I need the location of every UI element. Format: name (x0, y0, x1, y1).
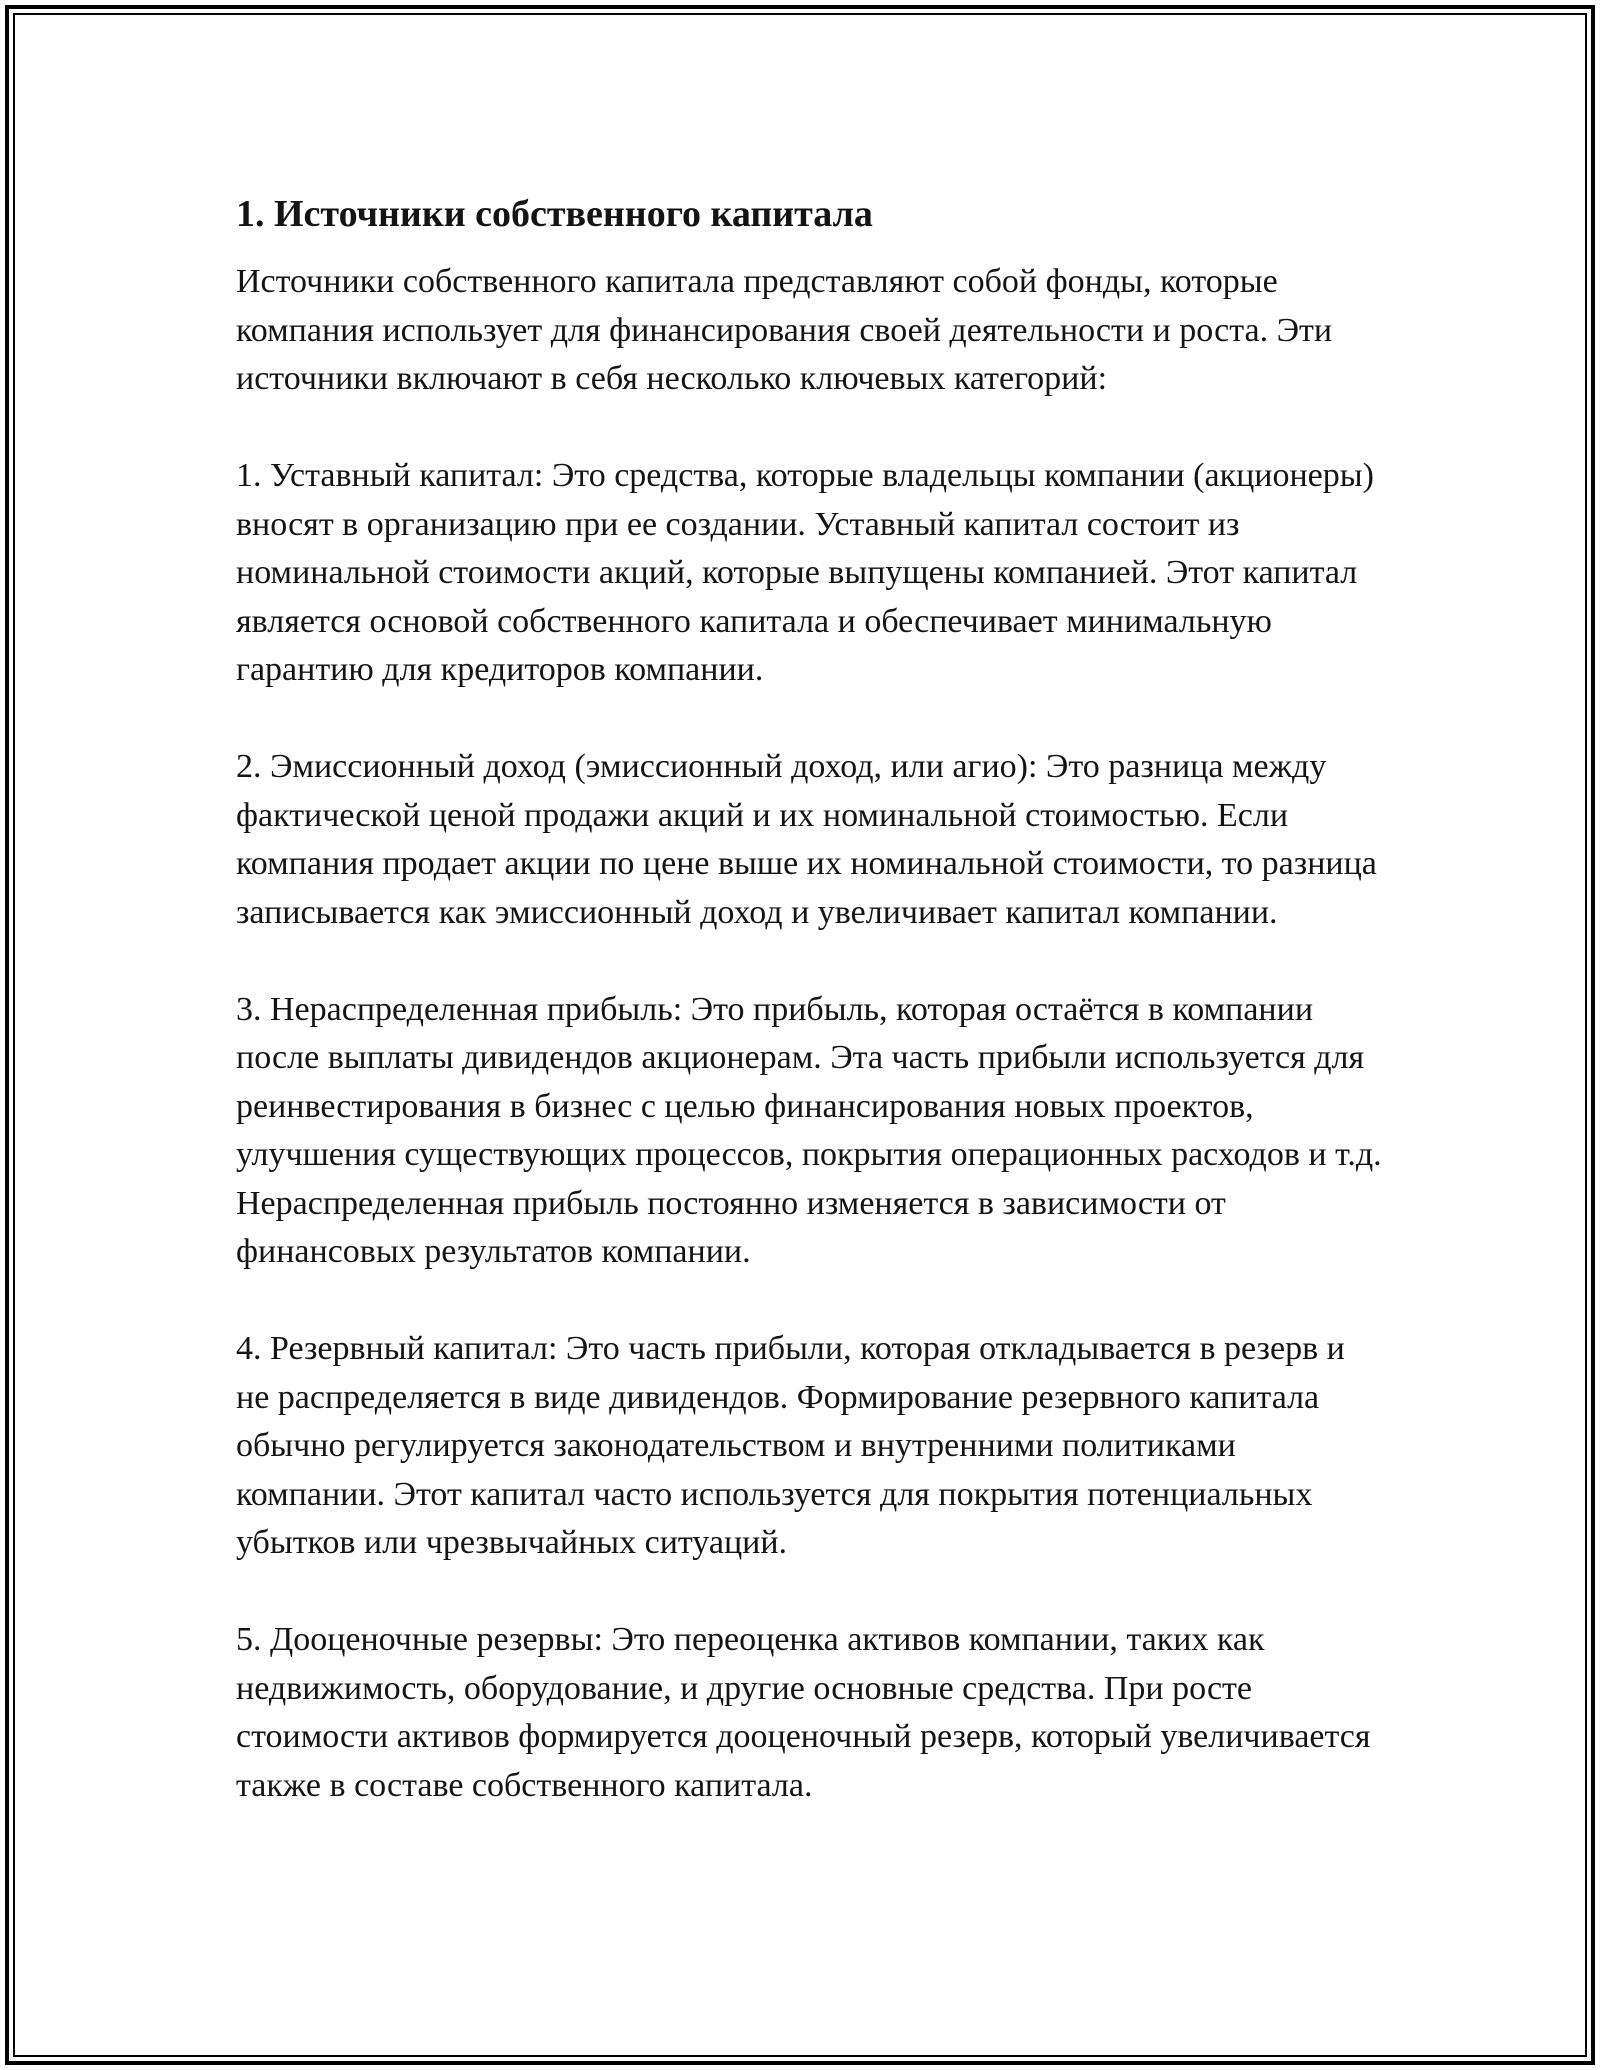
paragraph-retained-earnings: 3. Нераспределенная прибыль: Это прибыль, которая остаётся в компании после выплаты дивидендов акционерам. Эта часть прибыли используется для реинвестирования в бизнес с целью финансирования новых проектов, улучшения существующих процессов, покрытия операционных расходов и т.д. Нераспределенная прибыль постоянно изменяется в зависимости от финансовых результатов компании. (236, 990, 1382, 1270)
paragraph-charter-capital: 1. Уставный капитал: Это средства, которые владельцы компании (акционеры) вносят в организацию при ее создании. Уставный капитал состоит из номинальной стоимости акций, которые выпущены компанией. Этот капитал является основой собственного капитала и обеспечивает минимальную гарантию для кредиторов компании. (236, 457, 1374, 688)
section-heading: 1. Источники собственного капитала (236, 193, 873, 235)
paragraph-reserve-capital: 4. Резервный капитал: Это часть прибыли, которая откладывается в резерв и не распределяется в виде дивидендов. Формирование резервного капитала обычно регулируется законодательством и внутренними политиками компании. Этот капитал часто используется для покрытия потенциальных убытков или чрезвычайных ситуаций. (236, 1330, 1345, 1561)
paragraph-share-premium: 2. Эмиссионный доход (эмиссионный доход, или агио): Это разница между фактической ценой продажи акций и их номинальной стоимостью. Если компания продает акции по цене выше их номинальной стоимости, то разница записывается как эмиссионный доход и увеличивает капитал компании. (236, 748, 1377, 931)
document-body (236, 186, 1386, 1810)
paragraph-revaluation-reserves: 5. Дооценочные резервы: Это переоценка активов компании, таких как недвижимость, оборудование, и другие основные средства. При росте стоимости активов формируется дооценочный резерв, который увеличивается также в составе собственного капитала. (236, 1621, 1371, 1804)
intro-paragraph: Источники собственного капитала представляют собой фонды, которые компания использует для финансирования своей деятельности и роста. Эти источники включают в себя несколько ключевых категорий: (236, 263, 1333, 397)
